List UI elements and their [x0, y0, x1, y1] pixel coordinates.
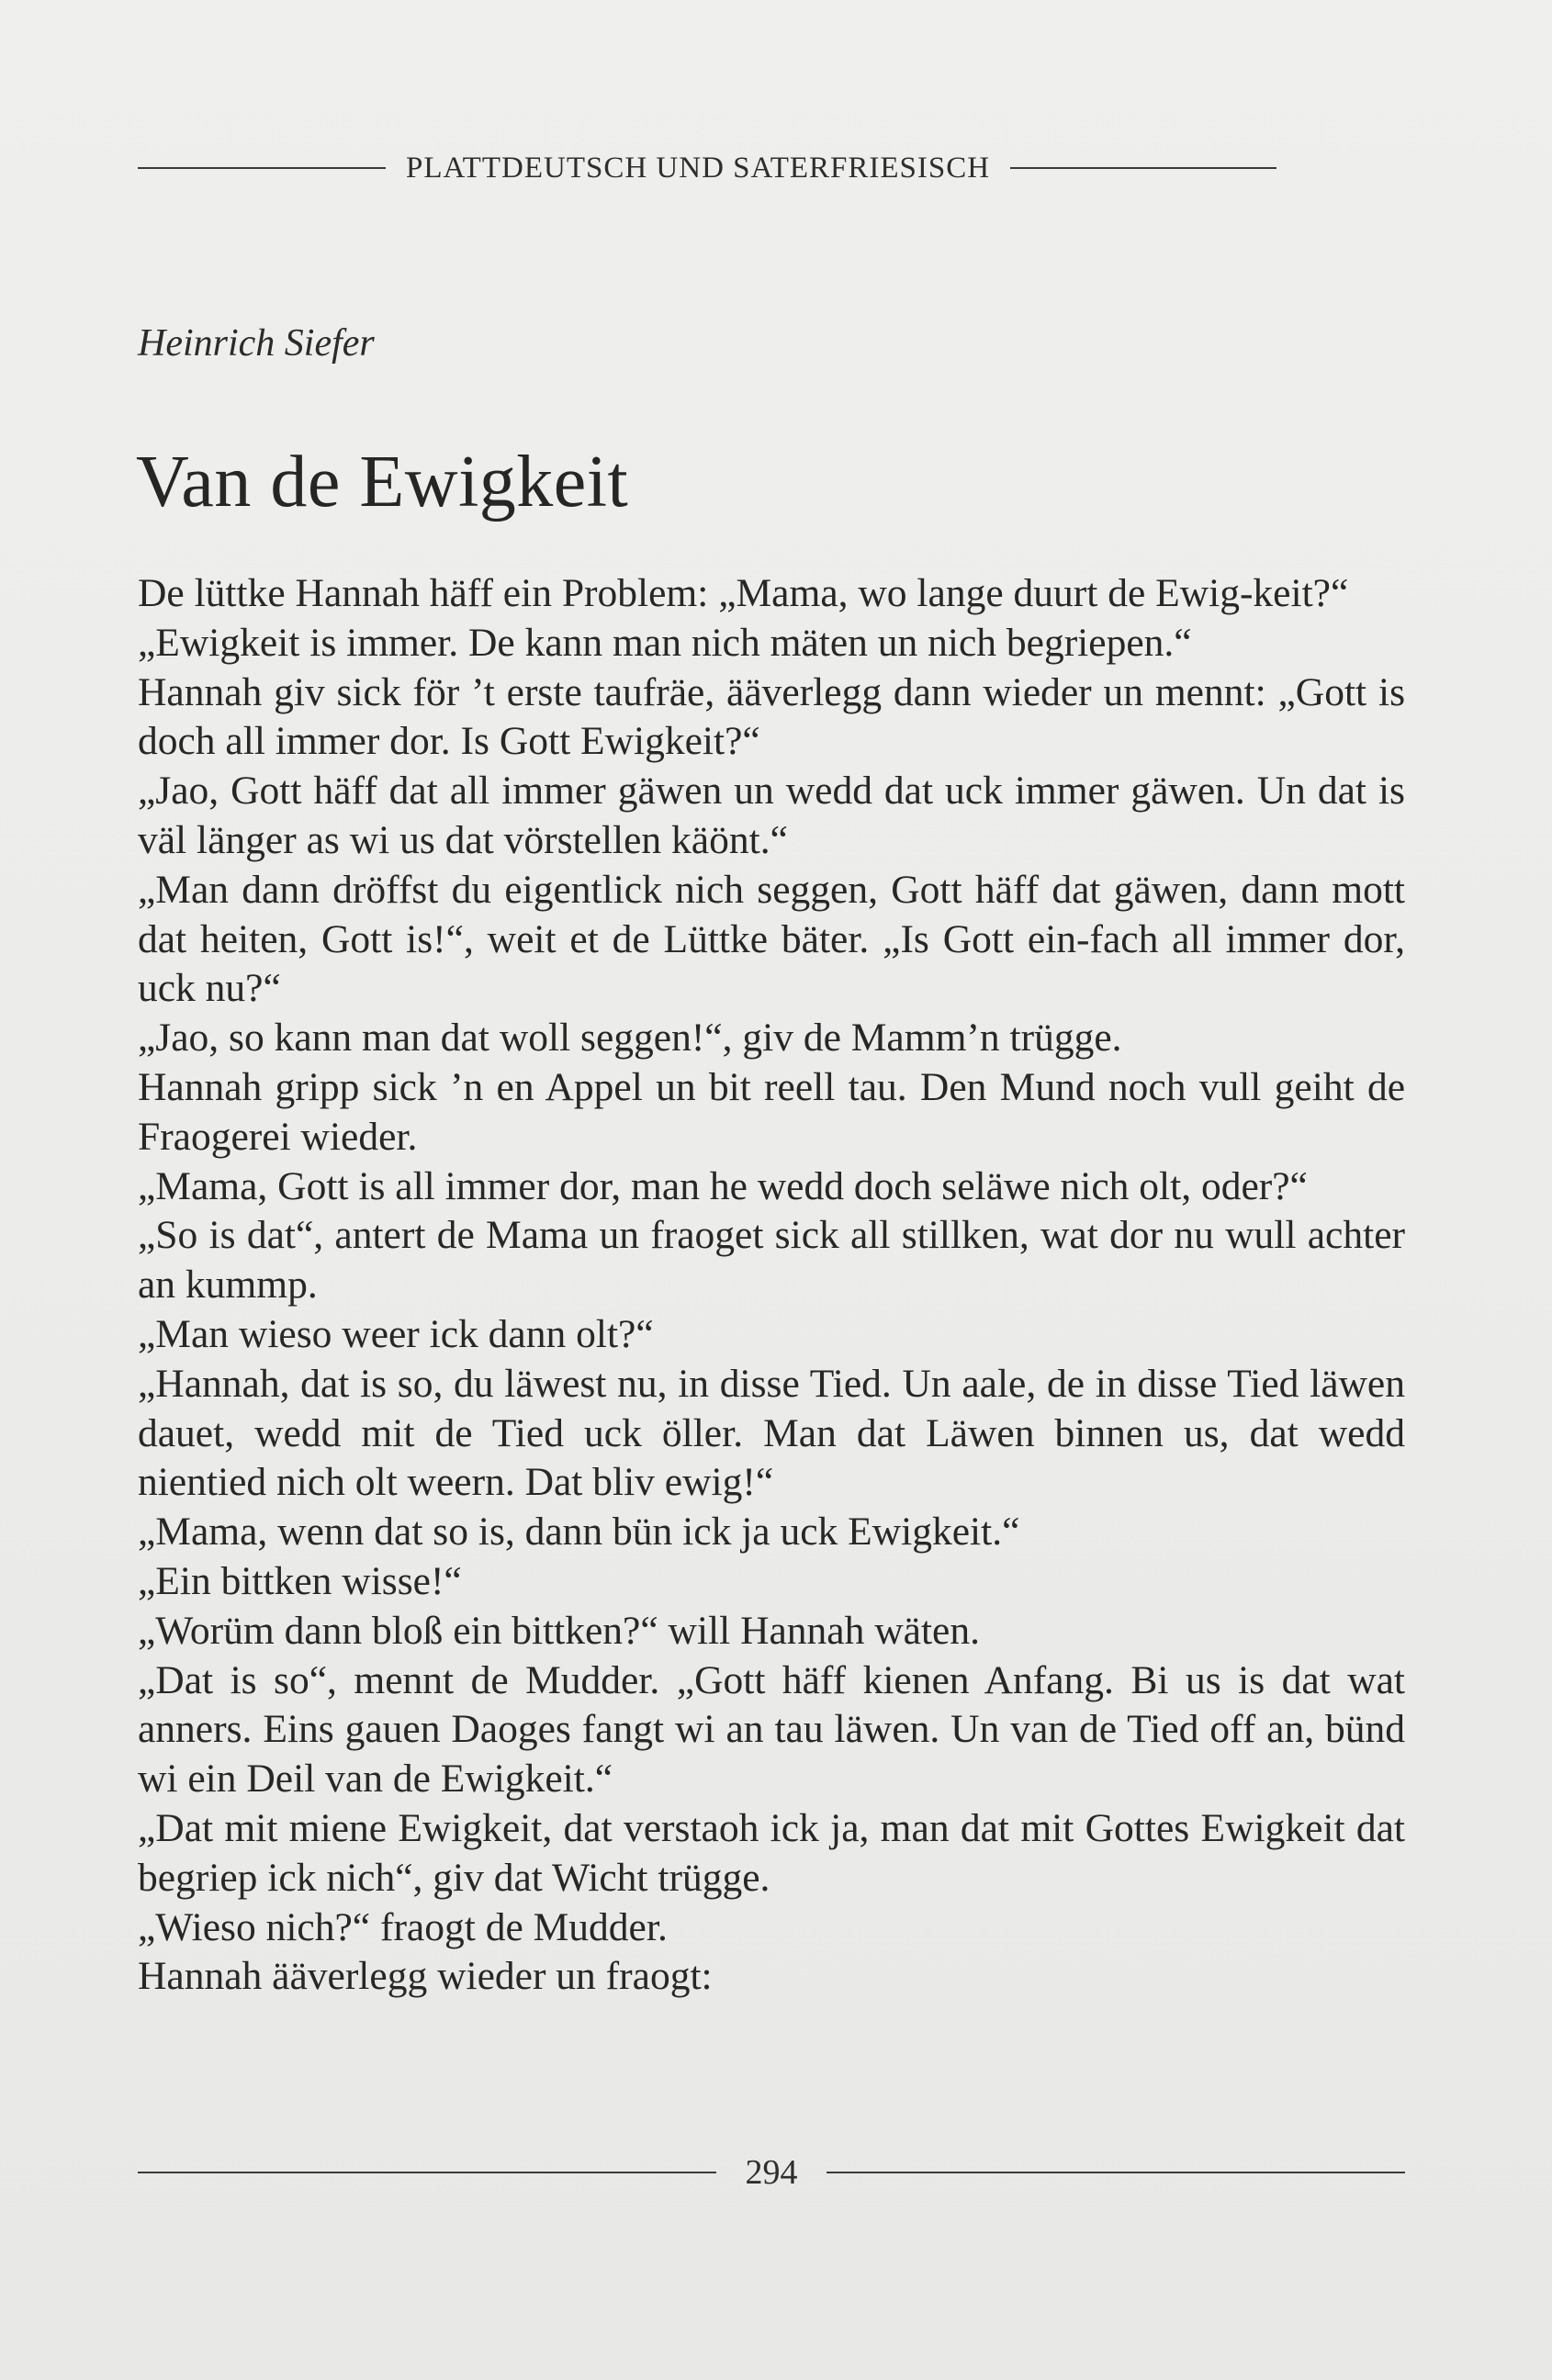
- paragraph: „Man dann dröffst du eigentlick nich seggen, Gott häff dat gäwen, dann mott dat heiten, Gott is!“, weit et de Lüttke bäter. „Is Gott ein-fach all immer dor, uck nu?“: [138, 867, 1405, 1011]
- paragraph: „So is dat“, antert de Mama un fraoget sick all stillken, wat dor nu wull achter an kummp.: [138, 1213, 1405, 1308]
- paragraph: „Man wieso weer ick dann olt?“: [138, 1311, 654, 1356]
- author-name: Heinrich Siefer: [138, 322, 375, 365]
- article-title: Van de Ewigkeit: [136, 442, 629, 522]
- running-title: PLATTDEUTSCH UND SATERFRIESISCH: [406, 151, 991, 185]
- paragraph: „Mama, wenn dat so is, dann bün ick ja uck Ewigkeit.“: [138, 1510, 1020, 1555]
- paragraph: „Ewigkeit is immer. De kann man nich mäten un nich begriepen.“: [138, 620, 1192, 665]
- paragraph: Hannah ääverlegg wieder un fraogt:: [138, 1954, 713, 1999]
- paragraph: „Wieso nich?“ fraogt de Mudder.: [138, 1904, 668, 1949]
- paragraph: „Jao, so kann man dat woll seggen!“, giv de Mamm’n trügge.: [138, 1016, 1122, 1061]
- header-rule-right: [1010, 167, 1276, 169]
- paragraph: „Ein bittken wisse!“: [138, 1558, 462, 1603]
- page-footer: [138, 2147, 1405, 2198]
- footer-rule-left: [138, 2172, 716, 2173]
- footer-rule-right: [827, 2172, 1405, 2173]
- paragraph: „Hannah, dat is so, du läwest nu, in disse Tied. Un aale, de in disse Tied läwen dauet, wedd mit de Tied uck öller. Man dat Läwen binnen us, dat wedd nientied nich olt weern. Dat bliv ewig!“: [138, 1361, 1405, 1505]
- paragraph: „Mama, Gott is all immer dor, man he wedd doch seläwe nich olt, oder?“: [138, 1163, 1308, 1208]
- paragraph: „Worüm dann bloß ein bittken?“ will Hannah wäten.: [138, 1608, 980, 1653]
- paragraph: De lüttke Hannah häff ein Problem: „Mama, wo lange duurt de Ewig-keit?“: [138, 571, 1349, 615]
- paragraph: Hannah giv sick för ’t erste taufräe, ääverlegg dann wieder un mennt: „Gott is doch all immer dor. Is Gott Ewigkeit?“: [138, 669, 1405, 764]
- header-rule-left: [138, 167, 386, 169]
- running-header: [138, 145, 1405, 191]
- page-number: 294: [745, 2153, 798, 2192]
- article-body: [138, 569, 1405, 2002]
- paragraph: „Jao, Gott häff dat all immer gäwen un wedd dat uck immer gäwen. Un dat is väl länger as wi us dat vörstellen käönt.“: [138, 769, 1405, 862]
- paragraph: Hannah gripp sick ’n en Appel un bit reell tau. Den Mund noch vull geiht de Fraogerei wieder.: [138, 1064, 1405, 1159]
- paragraph: „Dat mit miene Ewigkeit, dat verstaoh ick ja, man dat mit Gottes Ewigkeit dat begriep ick nich“, giv dat Wicht trügge.: [138, 1805, 1405, 1900]
- paragraph: „Dat is so“, mennt de Mudder. „Gott häff kienen Anfang. Bi us is dat wat anners. Eins gauen Daoges fangt wi an tau läwen. Un van de Tied off an, bünd wi ein Deil van de Ewigkeit.“: [138, 1657, 1405, 1802]
